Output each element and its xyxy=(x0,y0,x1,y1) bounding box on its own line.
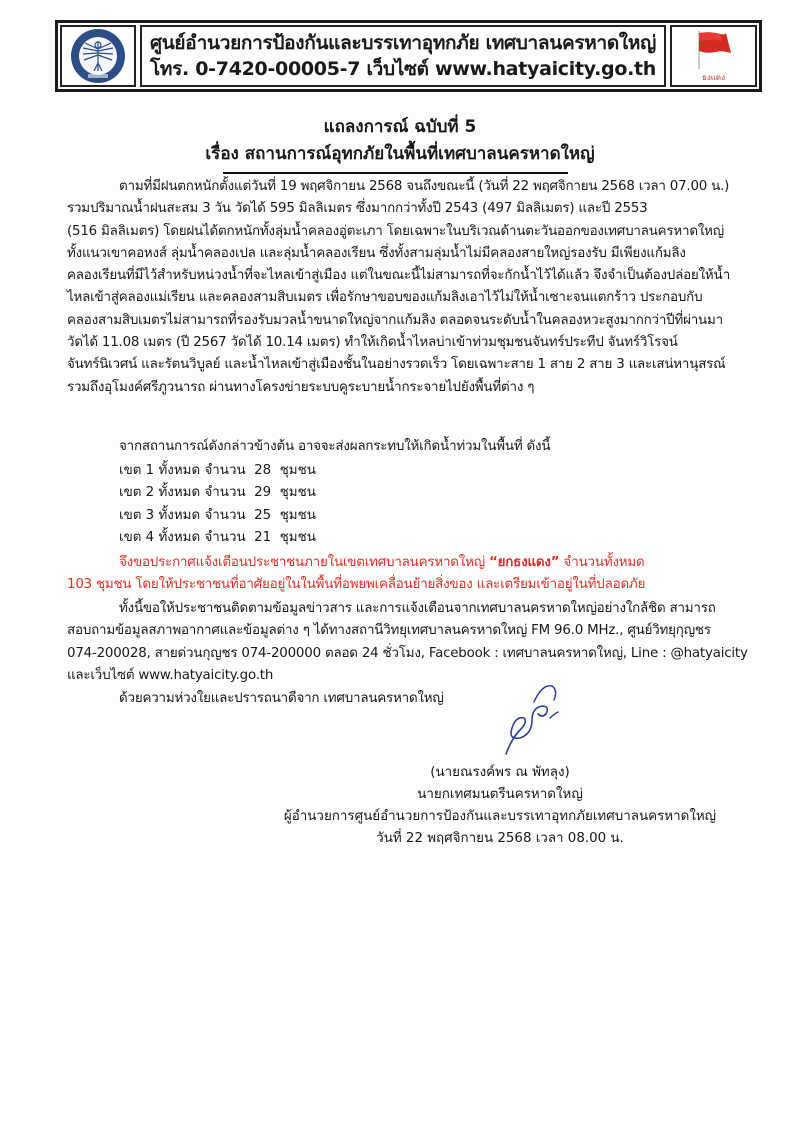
paragraph-line: ไหลเข้าสู่คลองแม่เรียน และคลองสามสิบเมตร เพื่อรักษาขอบของแก้มลิงเอาไว้ไม่ให้น้ำเซาะจนแตกร้าว ประกอบกับ xyxy=(67,290,703,306)
org-name: ศูนย์อำนวยการป้องกันและบรรเทาอุทกภัย เทศบาลนครหาดใหญ่ xyxy=(149,32,656,54)
paragraph-line: ทั้งแนวเขาคอหงส์ ลุ่มน้ำคลองเปล และลุ่มน้ำคลองเรียน ซึ่งทั้งสามลุ่มน้ำไม่มีคลองสายใหญ่รองรับ มีเพียงแก้มลิง xyxy=(67,245,686,261)
warning-text: จึงขอประกาศแจ้งเตือนประชาชนภายในเขตเทศบาลนครหาดใหญ่ xyxy=(119,555,490,570)
zone-list xyxy=(119,460,316,549)
paragraph-line: และเว็บไซต์ www.hatyaicity.go.th xyxy=(67,667,274,683)
zone-row xyxy=(119,527,316,549)
paragraph-line: (516 มิลลิเมตร) โดยฝนได้ตกหนักทั้งลุ่มน้ำคลองอู่ตะเภา โดยเฉพาะในบริเวณด้านตะวันออกของเทศบาลนครหาดใหญ่ xyxy=(67,223,725,239)
signatory-position-mayor: นายกเทศมนตรีนครหาดใหญ่ xyxy=(417,787,583,802)
zone-unit: ชุมชน xyxy=(279,507,316,523)
paragraph-line: ทั้งนี้ขอให้ประชาชนติดตามข้อมูลข่าวสาร และการแจ้งเตือนจากเทศบาลนครหาดใหญ่อย่างใกล้ชิด สามารถ xyxy=(119,601,716,616)
announcement-number: แถลงการณ์ ฉบับที่ 5 xyxy=(323,117,477,137)
zone-count: 21 xyxy=(254,529,272,545)
org-contact: โทร. 0-7420-00005-7 เว็บไซต์ www.hatyaicity.go.th xyxy=(150,58,656,80)
paragraph-line: คลองเรียนที่มีไว้สำหรับหน่วงน้ำที่จะไหลเข้าสู่เมือง แต่ในขณะนี้ไม่สามารถที่จะกักน้ำไว้ได้แล้ว จึงจำเป็นต้องปล่อยให้น้ำ xyxy=(67,268,731,284)
paragraph-line: วัดได้ 11.08 เมตร (ปี 2567 วัดได้ 10.14 เมตร) ทำให้เกิดน้ำไหลบ่าเข้าท่วมชุมชนจันทร์ประทีป จันทร์วิโรจน์ xyxy=(67,335,678,351)
zone-count: 29 xyxy=(254,485,272,501)
paragraph-line: 074-200028, สายด่วนกุญชร 074-200000 ตลอด 24 ชั่วโมง, Facebook : เทศบาลนครหาดใหญ่, Line : @hatyaicity xyxy=(67,645,748,661)
paragraph-line: ตามที่มีฝนตกหนักตั้งแต่วันที่ 19 พฤศจิกายน 2568 จนถึงขณะนี้ (วันที่ 22 พฤศจิกายน 2568 เวลา 07.00 น.) xyxy=(119,179,730,194)
paragraph-line: รวมปริมาณน้ำฝนสะสม 3 วัน วัดได้ 595 มิลลิเมตร ซึ่งมากกว่าทั้งปี 2543 (497 มิลลิเมตร) และปี 2553 xyxy=(67,201,648,217)
zone-unit: ชุมชน xyxy=(279,485,316,501)
red-flag-warning xyxy=(67,552,757,597)
letterhead xyxy=(55,20,762,92)
zone-count: 28 xyxy=(254,463,272,478)
zone-label: ทั้งหมด จำนวน xyxy=(158,485,246,501)
paragraph-line: จันทร์นิเวศน์ และรัตนวิบูลย์ และน้ำไหลเข้าสู่เมืองชั้นในอย่างรวดเร็ว โดยเฉพาะสาย 1 สาย 2 สาย 3 และเสน่หานุสรณ์ xyxy=(67,357,726,373)
announcement-subject: เรื่อง สถานการณ์อุทกภัยในพื้นที่เทศบาลนครหาดใหญ่ xyxy=(205,144,595,164)
zone-name: เขต 2 xyxy=(119,485,155,501)
signatory-position-director: ผู้อำนวยการศูนย์อำนวยการป้องกันและบรรเทาอุทกภัยเทศบาลนครหาดใหญ่ xyxy=(283,809,717,824)
warning-line-1 xyxy=(67,552,757,574)
paragraph-line: คลองสามสิบเมตรไม่สามารถที่รองรับมวลน้ำขนาดใหญ่จากแก้มลิง ตลอดจนระดับน้ำในคลองหวะสูงมากกว่าปีที่ผ่านมา xyxy=(67,312,723,328)
warning-text: จำนวนทั้งหมด xyxy=(559,555,645,570)
issue-date: วันที่ 22 พฤศจิกายน 2568 เวลา 08.00 น. xyxy=(376,831,624,846)
paragraph-contact-info xyxy=(67,598,757,687)
zone-count: 25 xyxy=(254,507,272,523)
red-flag-icon xyxy=(693,29,735,69)
zone-label: ทั้งหมด จำนวน xyxy=(158,529,246,545)
municipal-seal-icon xyxy=(69,27,127,85)
paragraph-line: สอบถามข้อมูลสภาพอากาศและข้อมูลต่าง ๆ ได้ทางสถานีวิทยุเทศบาลนครหาดใหญ่ FM 96.0 MHz., ศูนย์วิทยุกุญชร xyxy=(67,623,711,639)
zone-row xyxy=(119,482,316,504)
zone-row xyxy=(119,460,316,482)
zone-label: ทั้งหมด จำนวน xyxy=(158,507,246,523)
paragraph-situation xyxy=(67,176,757,399)
flag-label: ธงแดง xyxy=(701,72,726,82)
closing-remark: ด้วยความห่วงใยและปรารถนาดีจาก เทศบาลนครหาดใหญ่ xyxy=(119,691,444,706)
signatory-name: (นายณรงค์พร ณ พัทลุง) xyxy=(430,765,570,780)
title-underline xyxy=(223,172,568,174)
zone-name: เขต 4 xyxy=(119,529,155,545)
paragraph-line: รวมถึงอุโมงค์ศรีภูวนารถ ผ่านทางโครงข่ายระบบคูระบายน้ำกระจายไปยังพื้นที่ต่าง ๆ xyxy=(67,379,535,395)
zone-unit: ชุมชน xyxy=(279,529,316,545)
zone-name: เขต 1 xyxy=(119,463,155,478)
paragraph-impact-intro: จากสถานการณ์ดังกล่าวข้างต้น อาจจะส่งผลกระทบให้เกิดน้ำท่วมในพื้นที่ ดังนี้ xyxy=(119,439,551,454)
handwritten-signature-icon xyxy=(498,678,560,758)
zone-unit: ชุมชน xyxy=(279,463,316,478)
zone-label: ทั้งหมด จำนวน xyxy=(158,463,246,478)
zone-name: เขต 3 xyxy=(119,507,155,523)
logo-cell xyxy=(60,25,136,87)
flag-status-cell xyxy=(670,25,757,87)
zone-row xyxy=(119,505,316,527)
warning-line-2: 103 ชุมชน โดยให้ประชาชนที่อาศัยอยู่ในในพื้นที่อพยพเคลื่อนย้ายสิ่งของ และเตรียมเข้าอยู่ในที่ปลอดภัย xyxy=(67,577,646,593)
flag-status-text: “ยกธงแดง” xyxy=(489,555,560,570)
letterhead-title xyxy=(140,25,666,87)
